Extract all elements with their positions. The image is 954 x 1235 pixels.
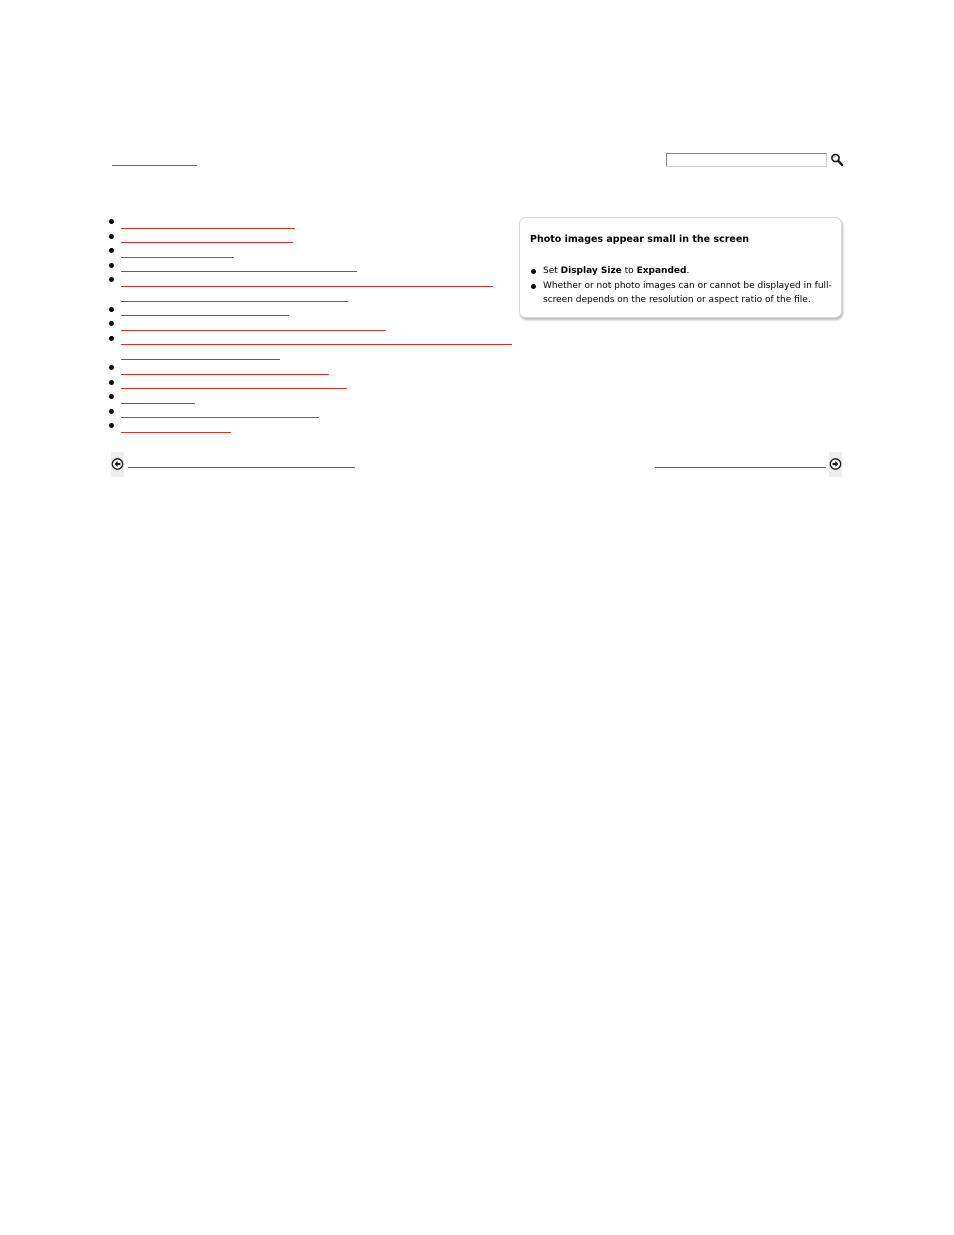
search-input[interactable] — [666, 153, 827, 167]
topic-link-3[interactable] — [121, 243, 234, 258]
next-page-button[interactable] — [829, 452, 842, 477]
topic-link-4[interactable] — [121, 258, 357, 273]
previous-page-button[interactable] — [111, 452, 124, 477]
list-item — [106, 229, 512, 244]
list-item — [106, 316, 512, 331]
panel-list-item — [530, 279, 840, 308]
panel-title: Photo images appear small in the screen — [530, 234, 750, 245]
list-item — [106, 389, 512, 404]
topic-link-11[interactable] — [121, 389, 195, 404]
topic-link-9[interactable] — [121, 360, 329, 375]
troubleshooting-panel — [519, 217, 842, 318]
list-item — [106, 258, 512, 273]
topic-link-5-line-2 — [121, 287, 348, 302]
topic-link-10[interactable] — [121, 375, 347, 390]
list-item — [106, 302, 512, 317]
topic-link-13[interactable] — [121, 418, 231, 433]
topic-link-5[interactable] — [121, 272, 512, 301]
arrow-right-circle-icon — [829, 452, 842, 477]
list-item — [106, 331, 512, 360]
top-link[interactable] — [112, 154, 197, 166]
list-item — [106, 360, 512, 375]
expanded-label: Expanded — [636, 266, 687, 276]
topic-link-5-line-1 — [121, 272, 493, 287]
previous-page-link[interactable] — [128, 456, 355, 468]
topic-link-6[interactable] — [121, 302, 289, 317]
list-item — [106, 272, 512, 301]
panel-item-1-pre: Set — [543, 266, 561, 276]
topic-link-12[interactable] — [121, 404, 319, 419]
panel-list — [530, 264, 840, 308]
topic-link-list — [106, 214, 512, 433]
panel-item-2-text: Whether or not photo images can or cannot be displayed in full-screen depends on the resolution or aspect ratio of the file. — [543, 280, 832, 305]
topic-link-1[interactable] — [121, 214, 295, 229]
list-item — [106, 243, 512, 258]
magnifier-icon — [830, 152, 844, 168]
topic-link-8-line-2 — [121, 345, 280, 360]
topic-link-7[interactable] — [121, 316, 386, 331]
display-size-label: Display Size — [560, 266, 622, 276]
topic-link-2[interactable] — [121, 229, 293, 244]
panel-item-1-mid: to — [621, 266, 637, 276]
list-item — [106, 375, 512, 390]
list-item — [106, 404, 512, 419]
panel-list-item — [530, 264, 840, 279]
arrow-left-circle-icon — [111, 452, 124, 477]
next-page-link[interactable] — [655, 456, 826, 468]
search-button[interactable] — [830, 152, 844, 168]
list-item — [106, 214, 512, 229]
topic-link-8-line-1 — [121, 331, 512, 346]
panel-item-1-post: . — [686, 266, 690, 276]
topic-link-8[interactable] — [121, 331, 512, 360]
list-item — [106, 418, 512, 433]
